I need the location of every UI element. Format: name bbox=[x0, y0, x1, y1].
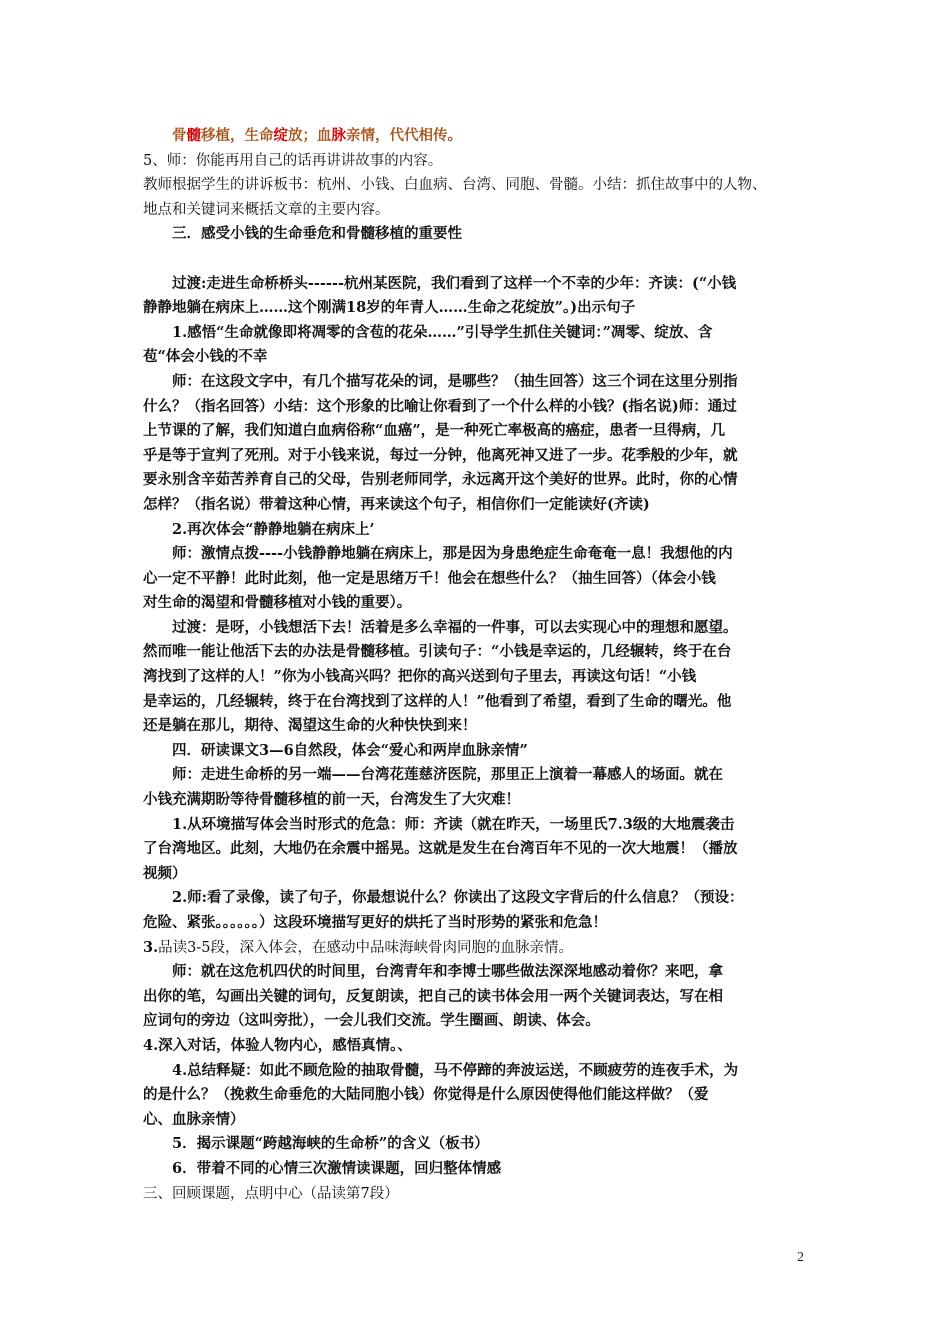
motto-line bbox=[143, 124, 807, 149]
text-line: 视频） bbox=[143, 864, 187, 882]
text-line: 心、血脉亲情） bbox=[143, 1110, 245, 1128]
page-content bbox=[143, 124, 807, 1206]
text-line: 三、回顾课题，点明中心（品读第7段） bbox=[143, 1185, 399, 1202]
text-line: 出你的笔，勾画出关键的词句，反复朗读，把自己的读书体会用一两个关键词表达，写在相 bbox=[143, 987, 723, 1005]
text-line: 心一定不平静！此时此刻，他一定是思绪万千！他会在想些什么？（抽生回答）（体会小钱 bbox=[143, 569, 716, 587]
page-number: 2 bbox=[797, 1250, 804, 1265]
text-line: 要永别含辛茹苦养育自己的父母，告别老师同学，永远离开这个美好的世界。此时，你的心情 bbox=[143, 471, 738, 489]
text-line: 苞“体会小钱的不幸 bbox=[143, 348, 268, 366]
text-line: 什么？（指名回答）小结：这个形象的比喻让你看到了一个什么样的小钱？(指名说)师：通过 bbox=[143, 397, 737, 415]
motto-segment: 移植，生命 bbox=[201, 127, 274, 144]
motto-segment: 放；血 bbox=[288, 127, 332, 144]
text-line: 静静地躺在病床上……这个刚满18岁的年青人……生命之花绽放”。)出示句子 bbox=[143, 299, 636, 317]
text-line: 小钱充满期盼等待骨髓移植的前一天，台湾发生了大灾难！ bbox=[143, 791, 520, 809]
text-line: 然而唯一能让他活下去的办法是骨髓移植。引读句子：“小钱是幸运的，几经辗转，终于在台 bbox=[143, 643, 732, 661]
text-line: 上节课的了解，我们知道白血病俗称“血癌”，是一种死亡率极高的癌症，患者一旦得病，几 bbox=[143, 422, 726, 440]
text-line: 2.师:看了录像，读了句子，你最想说什么？你读出了这段文字背后的什么信息？（预设： bbox=[172, 889, 744, 907]
text-line: 6．带着不同的心情三次激情读课题，回归整体情感 bbox=[172, 1159, 502, 1177]
motto-segment: 骨 bbox=[172, 127, 187, 144]
text-line: 湾找到了这样的人！”你为小钱高兴吗？把你的高兴送到句子里去，再读这句话！“小钱 bbox=[143, 668, 697, 686]
text-line: 还是躺在那儿，期待、渴望这生命的火种快快到来！ bbox=[143, 717, 477, 735]
text-line: 四．研读课文3—6自然段，体会“爱心和两岸血脉亲情” bbox=[172, 741, 528, 759]
text-line: 的是什么？（挽救生命垂危的大陆同胞小钱）你觉得是什么原因使得他们能这样做？（爱 bbox=[143, 1086, 709, 1104]
text-line: 1.感悟“生命就像即将凋零的含苞的花朵……”引导学生抓住关键词：”凋零、绽放、含 bbox=[172, 323, 713, 341]
text-line: 3.品读3-5段，深入体会，在感动中品味海峡骨肉同胞的血脉亲情。 bbox=[143, 938, 573, 956]
motto-segment: 绽 bbox=[273, 127, 288, 144]
bold-lead: 3. bbox=[143, 938, 159, 956]
motto-segment: 髓 bbox=[186, 127, 201, 144]
text-line: 过渡:走进生命桥桥头------杭州某医院，我们看到了这样一个不幸的少年：齐读：(“小钱 bbox=[172, 274, 737, 292]
text-line: 应词句的旁边（这叫旁批），一会儿我们交流。学生圈画、朗读、体会。 bbox=[143, 1012, 600, 1030]
blank-line bbox=[143, 247, 807, 272]
text-line: 对生命的渴望和骨髓移植对小钱的重要）。 bbox=[143, 594, 412, 612]
text-line: 师：激情点拨----小钱静静地躺在病床上，那是因为身患绝症生命奄奄一息！我想他的内 bbox=[172, 545, 733, 563]
text-line: 5．揭示课题“跨越海峡的生命桥”的含义（板书） bbox=[172, 1135, 489, 1153]
text-line: 2.再次体会“静静地躺在病床上’ bbox=[172, 520, 375, 538]
text-line: 是幸运的，几经辗转，终于在台湾找到了这样的人！”他看到了希望，看到了生命的曙光。他 bbox=[143, 692, 732, 710]
text-line: 1.从环境描写体会当时形式的危急：师：齐读（就在昨天，一场里氏7.3级的大地震袭击 bbox=[172, 815, 735, 833]
text-line: 怎样？（指名说）带着这种心情，再来读这个句子，相信你们一定能读好(齐读) bbox=[143, 495, 650, 513]
text-line: 4.深入对话，体验人物内心，感悟真情。、 bbox=[143, 1036, 412, 1054]
text-line: 师：就在这危机四伏的时间里，台湾青年和李博士哪些做法深深地感动着你？来吧，拿 bbox=[172, 963, 723, 981]
text-line: 师：在这段文字中，有几个描写花朵的词，是哪些？（抽生回答）这三个词在这里分别指 bbox=[172, 372, 738, 390]
text-line: 三．感受小钱的生命垂危和骨髓移植的重要性 bbox=[172, 225, 462, 243]
motto-segment: 脉 bbox=[331, 127, 346, 144]
body-text bbox=[143, 149, 807, 1207]
text-line: 乎是等于宣判了死刑。对于小钱来说，每过一分钟，他离死神又进了一步。花季般的少年，就 bbox=[143, 446, 738, 464]
text-line: 5、师：你能再用自己的话再讲讲故事的内容。 bbox=[143, 152, 443, 169]
motto-segment: 亲情，代代相传。 bbox=[346, 127, 462, 144]
text-line: 4.总结释疑：如此不顾危险的抽取骨髓，马不停蹄的奔波运送，不顾疲劳的连夜手术，为 bbox=[172, 1061, 739, 1079]
text-line: 地点和关键词来概括文章的主要内容。 bbox=[143, 201, 390, 218]
text-line: 过渡：是呀，小钱想活下去！活着是多么幸福的一件事，可以去实现心中的理想和愿望。 bbox=[172, 618, 738, 636]
text-line: 危险、紧张。。。。。。）这段环境描写更好的烘托了当时形势的紧张和危急！ bbox=[143, 914, 607, 931]
text-line: 了台湾地区。此刻，大地仍在余震中摇晃。这就是发生在台湾百年不见的一次大地震！（播放 bbox=[143, 840, 738, 858]
text-line: 师：走进生命桥的另一端——台湾花莲慈济医院，那里正上演着一幕感人的场面。就在 bbox=[172, 766, 723, 784]
text-line: 教师根据学生的讲诉板书：杭州、小钱、白血病、台湾、同胞、骨髓。小结：抓住故事中的人物、 bbox=[143, 177, 767, 194]
